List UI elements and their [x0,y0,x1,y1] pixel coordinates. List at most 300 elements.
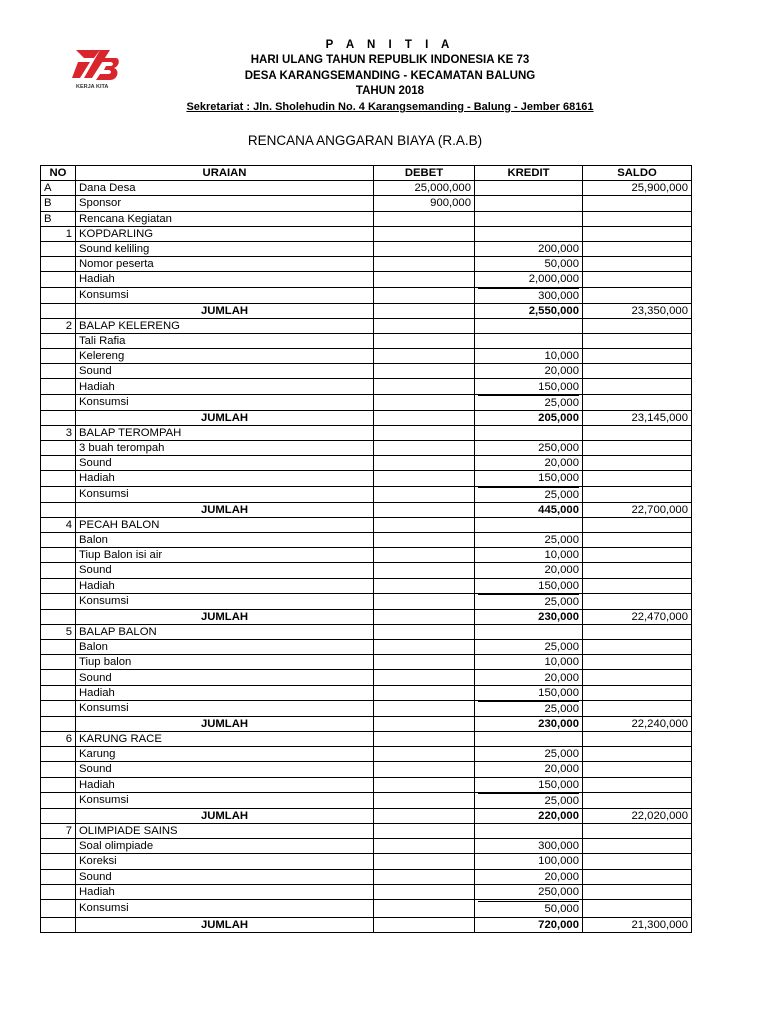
cell-no [41,272,76,287]
header-address: Sekretariat : Jln. Sholehudin No. 4 Karangsemanding - Balung - Jember 68161 [186,101,594,113]
cell-uraian: Konsumsi [76,792,374,808]
table-row [41,318,692,333]
header-event: HARI ULANG TAHUN REPUBLIK INDONESIA KE 73 [250,54,530,66]
cell-kredit [475,226,583,241]
cell-uraian: Hadiah [76,685,374,700]
cell-saldo [583,287,692,303]
kredit-underlined: 25,000 [478,594,579,609]
cell-debet [374,792,475,808]
cell-kredit: 20,000 [475,563,583,578]
table-row [41,226,692,241]
table-row [41,441,692,456]
cell-uraian: PECAH BALON [76,517,374,532]
cell-debet [374,823,475,838]
cell-uraian: Rencana Kegiatan [76,211,374,226]
cell-no [41,287,76,303]
cell-no: 3 [41,425,76,440]
cell-saldo [583,548,692,563]
cell-debet [374,917,475,932]
cell-kredit: 205,000 [475,410,583,425]
cell-debet [374,241,475,256]
cell-uraian: Sound [76,364,374,379]
cell-kredit: 100,000 [475,854,583,869]
cell-saldo [583,196,692,211]
cell-uraian: JUMLAH [76,716,374,731]
cell-debet [374,441,475,456]
cell-kredit: 2,550,000 [475,303,583,318]
cell-uraian: Tiup balon [76,655,374,670]
cell-kredit [475,181,583,196]
table-row [41,272,692,287]
cell-debet [374,777,475,792]
kredit-underlined: 25,000 [478,395,579,410]
cell-debet [374,548,475,563]
cell-uraian: KOPDARLING [76,226,374,241]
cell-debet [374,333,475,348]
cell-debet [374,318,475,333]
total-row [41,303,692,318]
cell-saldo [583,884,692,899]
cell-no [41,670,76,685]
cell-no [41,257,76,272]
cell-debet [374,808,475,823]
cell-debet [374,899,475,917]
cell-saldo [583,655,692,670]
cell-uraian: Kelereng [76,349,374,364]
header-village: DESA KARANGSEMANDING - KECAMATAN BALUNG [244,70,536,82]
cell-saldo [583,732,692,747]
cell-uraian: Hadiah [76,379,374,394]
cell-saldo [583,226,692,241]
table-row [41,747,692,762]
cell-debet [374,762,475,777]
cell-uraian: Sound [76,869,374,884]
table-row [41,486,692,502]
cell-kredit: 230,000 [475,609,583,624]
table-row [41,899,692,917]
cell-debet: 25,000,000 [374,181,475,196]
cell-saldo [583,640,692,655]
cell-uraian: Balon [76,532,374,547]
cell-uraian: Sponsor [76,196,374,211]
cell-saldo [583,349,692,364]
col-header-uraian: URAIAN [76,166,374,181]
cell-no [41,548,76,563]
cell-debet [374,502,475,517]
cell-saldo [583,532,692,547]
table-row [41,578,692,593]
budget-table [40,165,692,933]
cell-kredit: 200,000 [475,241,583,256]
cell-saldo: 23,350,000 [583,303,692,318]
cell-uraian: Koreksi [76,854,374,869]
cell-saldo [583,762,692,777]
cell-no: 6 [41,732,76,747]
cell-no: A [41,181,76,196]
cell-uraian: Konsumsi [76,287,374,303]
table-row [41,181,692,196]
cell-kredit: 20,000 [475,869,583,884]
cell-kredit: 150,000 [475,777,583,792]
cell-kredit: 150,000 [475,471,583,486]
cell-kredit: 50,000 [475,257,583,272]
logo-text: KERJA KITA [76,84,109,90]
cell-kredit: 20,000 [475,762,583,777]
cell-no [41,640,76,655]
cell-saldo [583,456,692,471]
cell-debet [374,640,475,655]
total-row [41,716,692,731]
cell-no: 2 [41,318,76,333]
cell-debet [374,747,475,762]
cell-uraian: Hadiah [76,272,374,287]
cell-debet [374,670,475,685]
cell-saldo [583,747,692,762]
table-row [41,548,692,563]
cell-debet [374,532,475,547]
col-header-kredit: KREDIT [475,166,583,181]
cell-uraian: BALAP BALON [76,624,374,639]
table-row [41,532,692,547]
cell-uraian: Konsumsi [76,394,374,410]
cell-no [41,532,76,547]
cell-saldo [583,333,692,348]
cell-debet [374,563,475,578]
cell-no [41,441,76,456]
table-row [41,425,692,440]
cell-debet [374,624,475,639]
cell-debet [374,349,475,364]
cell-saldo [583,441,692,456]
table-row [41,287,692,303]
cell-uraian: Balon [76,640,374,655]
cell-debet [374,486,475,502]
table-header-row [41,166,692,181]
kredit-underlined: 25,000 [478,487,579,502]
cell-kredit [475,517,583,532]
cell-saldo [583,839,692,854]
cell-kredit [475,318,583,333]
cell-kredit [475,425,583,440]
cell-uraian: Hadiah [76,471,374,486]
cell-uraian: BALAP TEROMPAH [76,425,374,440]
cell-debet [374,593,475,609]
cell-debet [374,578,475,593]
table-row [41,349,692,364]
table-row [41,732,692,747]
cell-uraian: JUMLAH [76,410,374,425]
cell-saldo [583,670,692,685]
cell-no [41,410,76,425]
cell-debet [374,839,475,854]
table-row [41,655,692,670]
cell-kredit: 20,000 [475,456,583,471]
document-title: RENCANA ANGGARAN BIAYA (R.A.B) [247,133,483,148]
table-row [41,839,692,854]
cell-kredit: 250,000 [475,884,583,899]
cell-kredit: 445,000 [475,502,583,517]
cell-no [41,394,76,410]
table-row [41,640,692,655]
table-row [41,624,692,639]
cell-debet [374,364,475,379]
cell-saldo [583,869,692,884]
cell-kredit: 10,000 [475,548,583,563]
cell-no [41,716,76,731]
cell-debet [374,854,475,869]
total-row [41,410,692,425]
cell-kredit [475,211,583,226]
table-row [41,700,692,716]
cell-saldo [583,486,692,502]
total-row [41,609,692,624]
cell-debet [374,226,475,241]
cell-no [41,364,76,379]
col-header-no: NO [41,166,76,181]
cell-no [41,839,76,854]
cell-uraian: Sound keliling [76,241,374,256]
cell-no: 7 [41,823,76,838]
cell-uraian: BALAP KELERENG [76,318,374,333]
table-row [41,685,692,700]
cell-debet [374,869,475,884]
cell-kredit: 150,000 [475,685,583,700]
cell-uraian: Tiup Balon isi air [76,548,374,563]
cell-debet [374,379,475,394]
cell-no: 4 [41,517,76,532]
cell-kredit: 10,000 [475,349,583,364]
cell-uraian: Sound [76,670,374,685]
kredit-underlined: 25,000 [478,701,579,716]
cell-debet [374,517,475,532]
cell-kredit [475,287,583,303]
table-row [41,777,692,792]
table-row [41,517,692,532]
cell-saldo: 21,300,000 [583,917,692,932]
cell-saldo [583,379,692,394]
total-row [41,502,692,517]
cell-uraian: Nomor peserta [76,257,374,272]
cell-debet [374,456,475,471]
cell-kredit: 25,000 [475,640,583,655]
table-row [41,823,692,838]
cell-kredit: 150,000 [475,578,583,593]
cell-saldo [583,685,692,700]
cell-saldo [583,318,692,333]
cell-uraian: Konsumsi [76,700,374,716]
col-header-saldo: SALDO [583,166,692,181]
cell-kredit [475,792,583,808]
cell-uraian: JUMLAH [76,303,374,318]
table-row [41,762,692,777]
table-row [41,364,692,379]
cell-saldo: 22,020,000 [583,808,692,823]
cell-saldo [583,777,692,792]
cell-saldo [583,899,692,917]
table-row [41,456,692,471]
cell-kredit: 25,000 [475,747,583,762]
cell-no [41,808,76,823]
cell-no [41,593,76,609]
cell-saldo [583,394,692,410]
cell-saldo [583,823,692,838]
cell-no [41,349,76,364]
cell-kredit [475,624,583,639]
header-year: TAHUN 2018 [355,85,425,97]
cell-no [41,486,76,502]
cell-no [41,854,76,869]
cell-uraian: Karung [76,747,374,762]
cell-kredit: 230,000 [475,716,583,731]
cell-debet [374,732,475,747]
cell-no [41,792,76,808]
table-row [41,241,692,256]
cell-debet [374,394,475,410]
cell-kredit [475,196,583,211]
cell-uraian: KARUNG RACE [76,732,374,747]
cell-debet [374,272,475,287]
cell-no [41,685,76,700]
cell-no [41,609,76,624]
cell-no [41,241,76,256]
cell-debet [374,884,475,899]
cell-no [41,502,76,517]
cell-saldo: 22,240,000 [583,716,692,731]
cell-no [41,578,76,593]
cell-saldo: 25,900,000 [583,181,692,196]
cell-uraian: JUMLAH [76,609,374,624]
cell-saldo [583,211,692,226]
table-row [41,869,692,884]
cell-saldo [583,364,692,379]
cell-uraian: JUMLAH [76,502,374,517]
table-row [41,196,692,211]
cell-saldo [583,272,692,287]
cell-kredit: 300,000 [475,839,583,854]
cell-uraian: Konsumsi [76,899,374,917]
cell-debet [374,287,475,303]
cell-debet: 900,000 [374,196,475,211]
table-row [41,593,692,609]
cell-uraian: Hadiah [76,884,374,899]
cell-no [41,899,76,917]
cell-no [41,884,76,899]
cell-kredit [475,593,583,609]
cell-no [41,917,76,932]
cell-saldo [583,700,692,716]
cell-debet [374,655,475,670]
table-row [41,379,692,394]
table-row [41,394,692,410]
table-row [41,333,692,348]
table-row [41,471,692,486]
cell-debet [374,685,475,700]
cell-kredit [475,823,583,838]
cell-uraian: Sound [76,456,374,471]
cell-no: B [41,211,76,226]
cell-uraian: Sound [76,563,374,578]
cell-no [41,333,76,348]
cell-no [41,563,76,578]
cell-debet [374,700,475,716]
cell-no [41,379,76,394]
cell-kredit: 220,000 [475,808,583,823]
cell-no [41,303,76,318]
kredit-underlined: 50,000 [478,901,579,916]
cell-saldo: 23,145,000 [583,410,692,425]
table-row [41,257,692,272]
cell-saldo [583,563,692,578]
table-row [41,884,692,899]
cell-saldo [583,854,692,869]
cell-uraian: Hadiah [76,578,374,593]
cell-debet [374,410,475,425]
cell-saldo [583,241,692,256]
cell-uraian: Dana Desa [76,181,374,196]
table-row [41,854,692,869]
cell-saldo [583,578,692,593]
cell-no: 1 [41,226,76,241]
cell-debet [374,716,475,731]
cell-uraian: OLIMPIADE SAINS [76,823,374,838]
cell-saldo [583,792,692,808]
cell-kredit: 10,000 [475,655,583,670]
cell-no [41,869,76,884]
cell-uraian: Hadiah [76,777,374,792]
cell-debet [374,609,475,624]
cell-saldo [583,593,692,609]
table-row [41,792,692,808]
cell-saldo [583,624,692,639]
cell-kredit: 2,000,000 [475,272,583,287]
kredit-underlined: 25,000 [478,793,579,808]
cell-debet [374,211,475,226]
cell-saldo [583,471,692,486]
table-row [41,211,692,226]
cell-kredit: 20,000 [475,364,583,379]
cell-debet [374,471,475,486]
cell-saldo: 22,470,000 [583,609,692,624]
cell-kredit: 720,000 [475,917,583,932]
cell-no [41,700,76,716]
cell-kredit [475,899,583,917]
cell-debet [374,257,475,272]
total-row [41,808,692,823]
cell-no: 5 [41,624,76,639]
cell-no [41,762,76,777]
cell-saldo [583,425,692,440]
cell-uraian: JUMLAH [76,917,374,932]
cell-uraian: Sound [76,762,374,777]
col-header-debet: DEBET [374,166,475,181]
cell-debet [374,303,475,318]
cell-no [41,747,76,762]
cell-no [41,655,76,670]
cell-no [41,777,76,792]
cell-kredit [475,700,583,716]
cell-uraian: Konsumsi [76,593,374,609]
logo-73 [70,44,120,94]
table-row [41,563,692,578]
cell-saldo [583,517,692,532]
header-panitia: P A N I T I A [325,39,455,51]
cell-no: B [41,196,76,211]
cell-kredit: 20,000 [475,670,583,685]
cell-no [41,456,76,471]
cell-kredit [475,732,583,747]
cell-kredit [475,333,583,348]
cell-kredit: 150,000 [475,379,583,394]
